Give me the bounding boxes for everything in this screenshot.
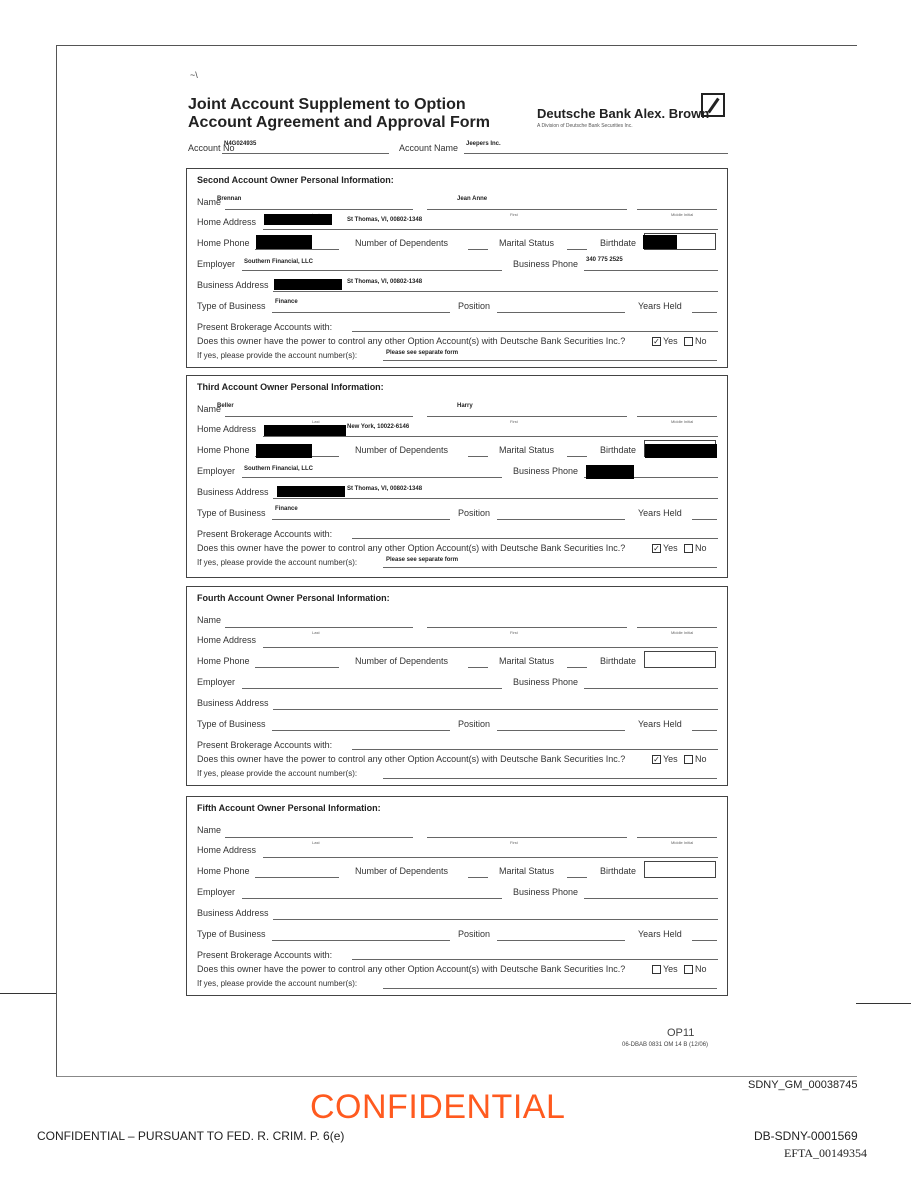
scan-mark: ~\ <box>190 70 198 80</box>
scan-line-left <box>0 993 56 994</box>
redaction-addr <box>264 214 332 225</box>
if-yes-label: If yes, please provide the account number(s): <box>197 558 358 567</box>
no-label: No <box>695 964 707 974</box>
account-row <box>188 140 728 156</box>
brokerage-label: Present Brokerage Accounts with: <box>197 529 333 539</box>
home-phone-label: Home Phone <box>197 445 250 455</box>
business-address-label: Business Address <box>197 280 269 290</box>
home-address-label: Home Address <box>197 217 257 227</box>
type-of-business-value[interactable]: Finance <box>275 299 298 305</box>
account-name-label: Account Name <box>399 143 459 153</box>
employer-label: Employer <box>197 887 236 897</box>
redaction-bphone <box>586 465 634 479</box>
section-heading: Third Account Owner Personal Information: <box>197 382 384 392</box>
owner-section-5 <box>186 796 728 996</box>
business-address-label: Business Address <box>197 487 269 497</box>
years-held-label: Years Held <box>638 508 682 518</box>
type-of-business-label: Type of Business <box>197 719 266 729</box>
if-yes-label: If yes, please provide the account number(s): <box>197 979 358 988</box>
dependents-label: Number of Dependents <box>355 866 449 876</box>
business-phone-label: Business Phone <box>513 466 579 476</box>
birthdate-label: Birthdate <box>600 866 637 876</box>
confidential-notice: CONFIDENTIAL – PURSUANT TO FED. R. CRIM. P. 6(e) <box>37 1129 345 1143</box>
employer-label: Employer <box>197 259 236 269</box>
type-of-business-label: Type of Business <box>197 929 266 939</box>
brokerage-label: Present Brokerage Accounts with: <box>197 322 333 332</box>
if-yes-label: If yes, please provide the account number(s): <box>197 769 358 778</box>
yes-checkbox[interactable]: ✓ <box>653 337 660 346</box>
birthdate-label: Birthdate <box>600 656 637 666</box>
power-question: Does this owner have the power to control any other Option Account(s) with Deutsche Bank Securities Inc.? <box>197 964 626 974</box>
business-address-label: Business Address <box>197 698 269 708</box>
position-label: Position <box>458 929 491 939</box>
last-caption: Last <box>312 419 320 424</box>
business-address-value[interactable]: St Thomas, VI, 00802-1348 <box>347 279 423 285</box>
middle-caption: Middle Initial <box>671 419 694 424</box>
dependents-label: Number of Dependents <box>355 656 449 666</box>
power-question: Does this owner have the power to control any other Option Account(s) with Deutsche Bank Securities Inc.? <box>197 543 626 553</box>
owner-last-name[interactable]: Brennan <box>217 196 242 202</box>
yes-checkbox[interactable]: ✓ <box>653 755 660 764</box>
home-address-label: Home Address <box>197 424 257 434</box>
account-no-value[interactable]: N4G024935 <box>224 141 257 147</box>
form-title-line1: Joint Account Supplement to Option <box>188 96 466 113</box>
redaction-phone <box>256 235 312 249</box>
birthdate-label: Birthdate <box>600 445 637 455</box>
brand-name: Deutsche Bank Alex. Brown <box>537 106 710 121</box>
no-checkbox[interactable] <box>684 965 693 974</box>
type-of-business-label: Type of Business <box>197 508 266 518</box>
redaction-bd <box>645 444 717 458</box>
form-revision: 06-DBAB 0831 OM 14 B (12/06) <box>622 1042 709 1048</box>
business-phone-value[interactable]: 340 775 2525 <box>586 257 623 263</box>
type-of-business-value[interactable]: Finance <box>275 506 298 512</box>
yes-checkbox[interactable] <box>652 965 661 974</box>
power-question: Does this owner have the power to control any other Option Account(s) with Deutsche Bank Securities Inc.? <box>197 336 626 346</box>
owner-first-name[interactable]: Harry <box>457 403 473 409</box>
if-yes-label: If yes, please provide the account number(s): <box>197 351 358 360</box>
brokerage-label: Present Brokerage Accounts with: <box>197 740 333 750</box>
brand-subtitle: A Division of Deutsche Bank Securities Inc. <box>537 123 633 129</box>
marital-status-label: Marital Status <box>499 445 555 455</box>
years-held-label: Years Held <box>638 301 682 311</box>
marital-status-label: Marital Status <box>499 656 555 666</box>
business-phone-label: Business Phone <box>513 677 579 687</box>
yes-label: Yes <box>663 543 678 553</box>
no-checkbox[interactable] <box>684 755 693 764</box>
name-label: Name <box>197 197 222 207</box>
employer-label: Employer <box>197 677 236 687</box>
years-held-label: Years Held <box>638 719 682 729</box>
power-question: Does this owner have the power to control any other Option Account(s) with Deutsche Bank Securities Inc.? <box>197 754 626 764</box>
employer-value[interactable]: Southern Financial, LLC <box>244 259 314 265</box>
first-caption: First <box>510 630 518 635</box>
scan-line-right <box>856 1003 911 1004</box>
home-address-value[interactable]: New York, 10022-6146 <box>347 424 410 430</box>
confidential-stamp: CONFIDENTIAL <box>310 1088 566 1126</box>
yes-label: Yes <box>663 336 678 346</box>
business-address-value[interactable]: St Thomas, VI, 00802-1348 <box>347 486 423 492</box>
marital-status-label: Marital Status <box>499 866 555 876</box>
home-phone-label: Home Phone <box>197 656 250 666</box>
position-label: Position <box>458 719 491 729</box>
birthdate-label: Birthdate <box>600 238 637 248</box>
yes-label: Yes <box>663 964 678 974</box>
name-label: Name <box>197 615 222 625</box>
efta-number: EFTA_00149354 <box>784 1146 868 1160</box>
birthdate-field[interactable] <box>644 651 716 668</box>
owner-first-name[interactable]: Jean Anne <box>457 196 488 202</box>
home-address-label: Home Address <box>197 635 257 645</box>
owner-section-3 <box>186 375 728 578</box>
marital-status-label: Marital Status <box>499 238 555 248</box>
form-title-line2: Account Agreement and Approval Form <box>188 114 490 131</box>
first-caption: First <box>510 419 518 424</box>
no-label: No <box>695 543 707 553</box>
first-caption: First <box>510 840 518 845</box>
home-address-label: Home Address <box>197 845 257 855</box>
redaction-phone <box>256 444 312 458</box>
form-title <box>188 96 490 132</box>
position-label: Position <box>458 508 491 518</box>
employer-value[interactable]: Southern Financial, LLC <box>244 466 314 472</box>
business-address-label: Business Address <box>197 908 269 918</box>
name-label: Name <box>197 825 222 835</box>
bates-number-right: DB-SDNY-0001569 <box>754 1129 858 1143</box>
section-heading: Fifth Account Owner Personal Information: <box>197 803 381 813</box>
first-caption: First <box>510 212 518 217</box>
last-caption: Last <box>312 840 320 845</box>
home-phone-label: Home Phone <box>197 238 250 248</box>
form-code: OP11 <box>667 1027 695 1039</box>
home-phone-label: Home Phone <box>197 866 250 876</box>
years-held-label: Years Held <box>638 929 682 939</box>
section-heading: Second Account Owner Personal Information: <box>197 175 394 185</box>
business-phone-label: Business Phone <box>513 259 579 269</box>
employer-label: Employer <box>197 466 236 476</box>
dependents-label: Number of Dependents <box>355 445 449 455</box>
account-numbers-value[interactable]: Please see separate form <box>386 557 459 563</box>
position-label: Position <box>458 301 491 311</box>
no-label: No <box>695 754 707 764</box>
section-heading: Fourth Account Owner Personal Information: <box>197 593 390 603</box>
last-caption: Last <box>312 630 320 635</box>
bates-number-top: SDNY_GM_00038745 <box>748 1079 858 1091</box>
account-numbers-value[interactable]: Please see separate form <box>386 350 459 356</box>
redaction-baddr <box>277 486 345 497</box>
owner-section-4 <box>186 586 728 786</box>
type-of-business-label: Type of Business <box>197 301 266 311</box>
no-checkbox[interactable] <box>684 337 693 346</box>
birthdate-field[interactable] <box>644 861 716 878</box>
owner-last-name[interactable]: Beller <box>217 403 234 409</box>
home-address-value[interactable]: St Thomas, VI, 00802-1348 <box>347 217 423 223</box>
redaction-addr <box>264 425 346 436</box>
redaction-baddr <box>274 279 342 290</box>
deutsche-bank-logo-icon <box>701 93 725 117</box>
account-name-value[interactable]: Jeepers Inc. <box>466 141 501 147</box>
owner-section-2 <box>186 168 728 368</box>
middle-caption: Middle Initial <box>671 212 694 217</box>
redaction-bd <box>643 235 677 249</box>
business-phone-label: Business Phone <box>513 887 579 897</box>
middle-caption: Middle Initial <box>671 840 694 845</box>
no-label: No <box>695 336 707 346</box>
yes-checkbox[interactable]: ✓ <box>653 544 660 553</box>
brokerage-label: Present Brokerage Accounts with: <box>197 950 333 960</box>
no-checkbox[interactable] <box>684 544 693 553</box>
account-no-label: Account No <box>188 143 235 153</box>
yes-label: Yes <box>663 754 678 764</box>
dependents-label: Number of Dependents <box>355 238 449 248</box>
middle-caption: Middle Initial <box>671 630 694 635</box>
name-label: Name <box>197 404 222 414</box>
